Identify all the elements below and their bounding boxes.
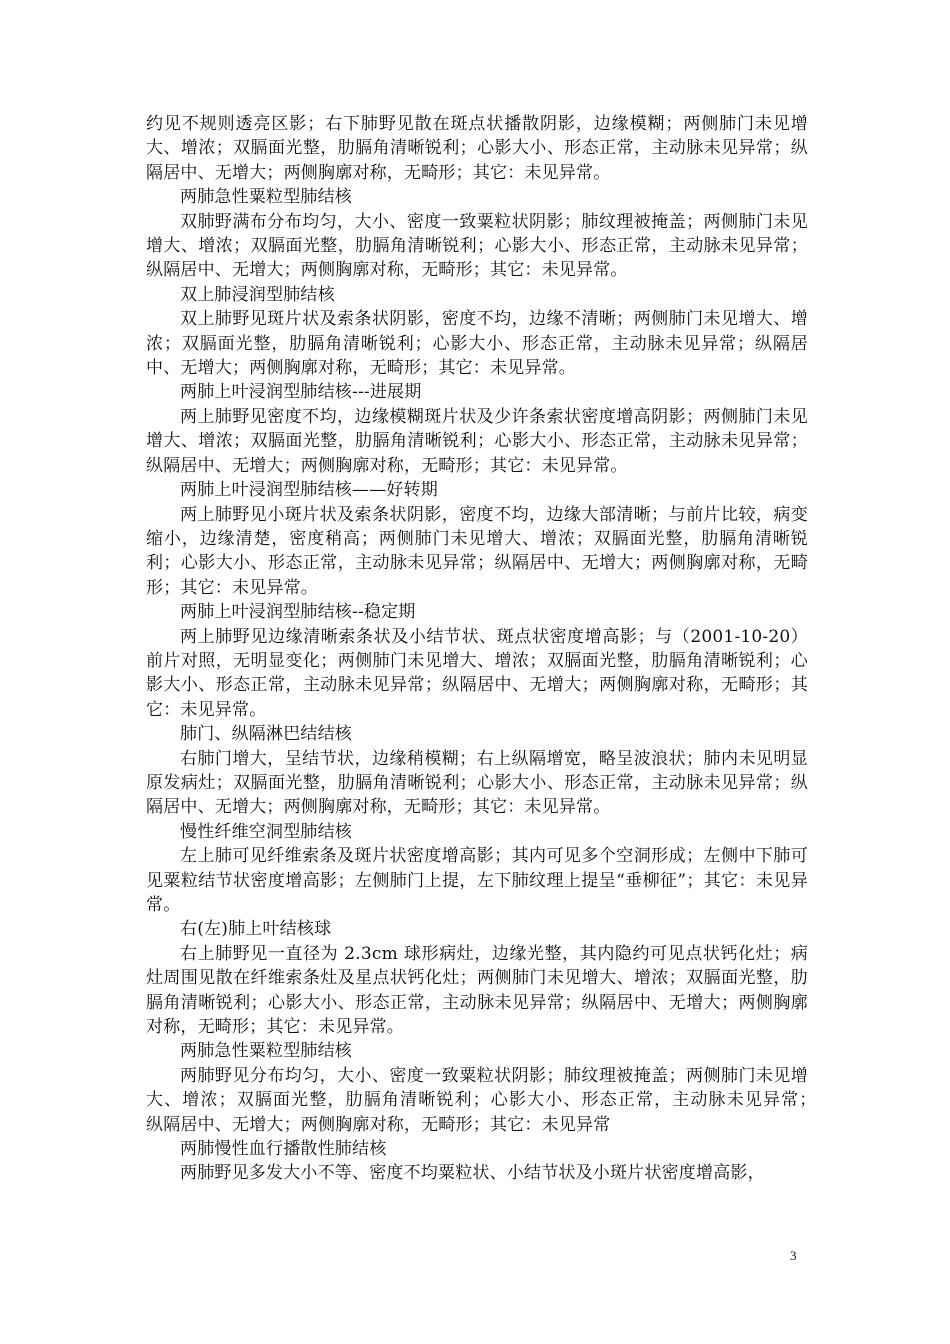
paragraph: 右肺门增大，呈结节状，边缘稍模糊；右上纵隔增宽，略呈波浪状；肺内未见明显原发病灶；双膈面光整，肋膈角清晰锐利；心影大小、形态正常，主动脉未见异常；纵隔居中、无增大；两侧胸廓对称，无畸形；其它：未见异常。 [146,748,808,818]
section-heading: 两肺急性粟粒型肺结核 [180,1041,352,1062]
section-heading: 右(左)肺上叶结核球 [180,919,332,940]
section-heading: 两肺上叶浸润型肺结核--稳定期 [180,602,416,623]
page-number: 3 [790,1248,797,1263]
paragraph: 两上肺野见小斑片状及索条状阴影，密度不均，边缘大部清晰；与前片比较，病变缩小，边缘清楚，密度稍高；两侧肺门未见增大、增浓；双膈面光整，肋膈角清晰锐利；心影大小、形态正常，主动脉未见异常；纵隔居中、无增大；两侧胸廓对称，无畸形；其它：未见异常。 [146,504,808,598]
section-heading: 两肺急性粟粒型肺结核 [180,187,352,208]
paragraph: 两肺野见分布均匀，大小、密度一致粟粒状阴影；肺纹理被掩盖；两侧肺门未见增大、增浓；双膈面光整，肋膈角清晰锐利；心影大小、形态正常，主动脉未见异常； 纵隔居中、无增大；两侧胸廓对称，无畸形；其它：未见异常 [146,1065,826,1135]
paragraph: 两上肺野见边缘清晰索条状及小结节状、斑点状密度增高影；与（2001-10-20）前片对照，无明显变化；两侧肺门未见增大、增浓；双膈面光整，肋膈角清晰锐利；心影大小、形态正常，主动脉未见异常；纵隔居中、无增大；两侧胸廓对称，无畸形；其它：未见异常。 [146,626,808,720]
paragraph: 左上肺可见纤维索条及斑片状密度增高影；其内可见多个空洞形成；左侧中下肺可见粟粒结节状密度增高影；左侧肺门上提，左下肺纹理上提呈“垂柳征”；其它：未见异常。 [146,846,808,915]
section-heading: 双上肺浸润型肺结核 [180,284,335,305]
section-heading: 两肺上叶浸润型肺结核---进展期 [180,382,422,403]
document-body [146,112,826,1186]
section-heading: 两肺慢性血行播散性肺结核 [180,1139,387,1160]
paragraph: 双上肺野见斑片状及索条状阴影，密度不均，边缘不清晰；两侧肺门未见增大、增浓；双膈面光整，肋膈角清晰锐利；心影大小、形态正常，主动脉未见异常；纵隔居中、无增大；两侧胸廓对称，无畸形；其它：未见异常。 [146,309,808,379]
paragraph: 双肺野满布分布均匀，大小、密度一致粟粒状阴影；肺纹理被掩盖；两侧肺门未见增大、增浓；双膈面光整，肋膈角清晰锐利；心影大小、形态正常，主动脉未见异常；纵隔居中、无增大；两侧胸廓对称，无畸形；其它：未见异常。 [146,211,808,281]
paragraph: 两上肺野见密度不均，边缘模糊斑片状及少许条索状密度增高阴影；两侧肺门未见增大、增浓；双膈面光整，肋膈角清晰锐利；心影大小、形态正常，主动脉未见异常；纵隔居中、无增大；两侧胸廓对称，无畸形；其它：未见异常。 [146,406,808,476]
section-heading: 肺门、纵隔淋巴结结核 [180,724,352,745]
paragraph: 右上肺野见一直径为 2.3cm 球形病灶，边缘光整，其内隐约可见点状钙化灶；病灶周围见散在纤维索条灶及星点状钙化灶；两侧肺门未见增大、增浓；双膈面光整，肋膈角清晰锐利；心影大小、形态正常，主动脉未见异常；纵隔居中、无增大；两侧胸廓对称，无畸形；其它：未见异常。 [146,943,808,1038]
section-heading: 慢性纤维空洞型肺结核 [180,821,352,842]
section-heading: 两肺上叶浸润型肺结核——好转期 [180,480,438,501]
paragraph-continued: 约见不规则透亮区影；右下肺野见散在斑点状播散阴影，边缘模糊；两侧肺门未见增大、增浓；双膈面光整，肋膈角清晰锐利；心影大小、形态正常，主动脉未见异常；纵隔居中、无增大；两侧胸廓对称，无畸形；其它：未见异常。 [146,114,808,183]
paragraph: 两肺野见多发大小不等、密度不均粟粒状、小结节状及小斑片状密度增高影， [180,1163,765,1184]
